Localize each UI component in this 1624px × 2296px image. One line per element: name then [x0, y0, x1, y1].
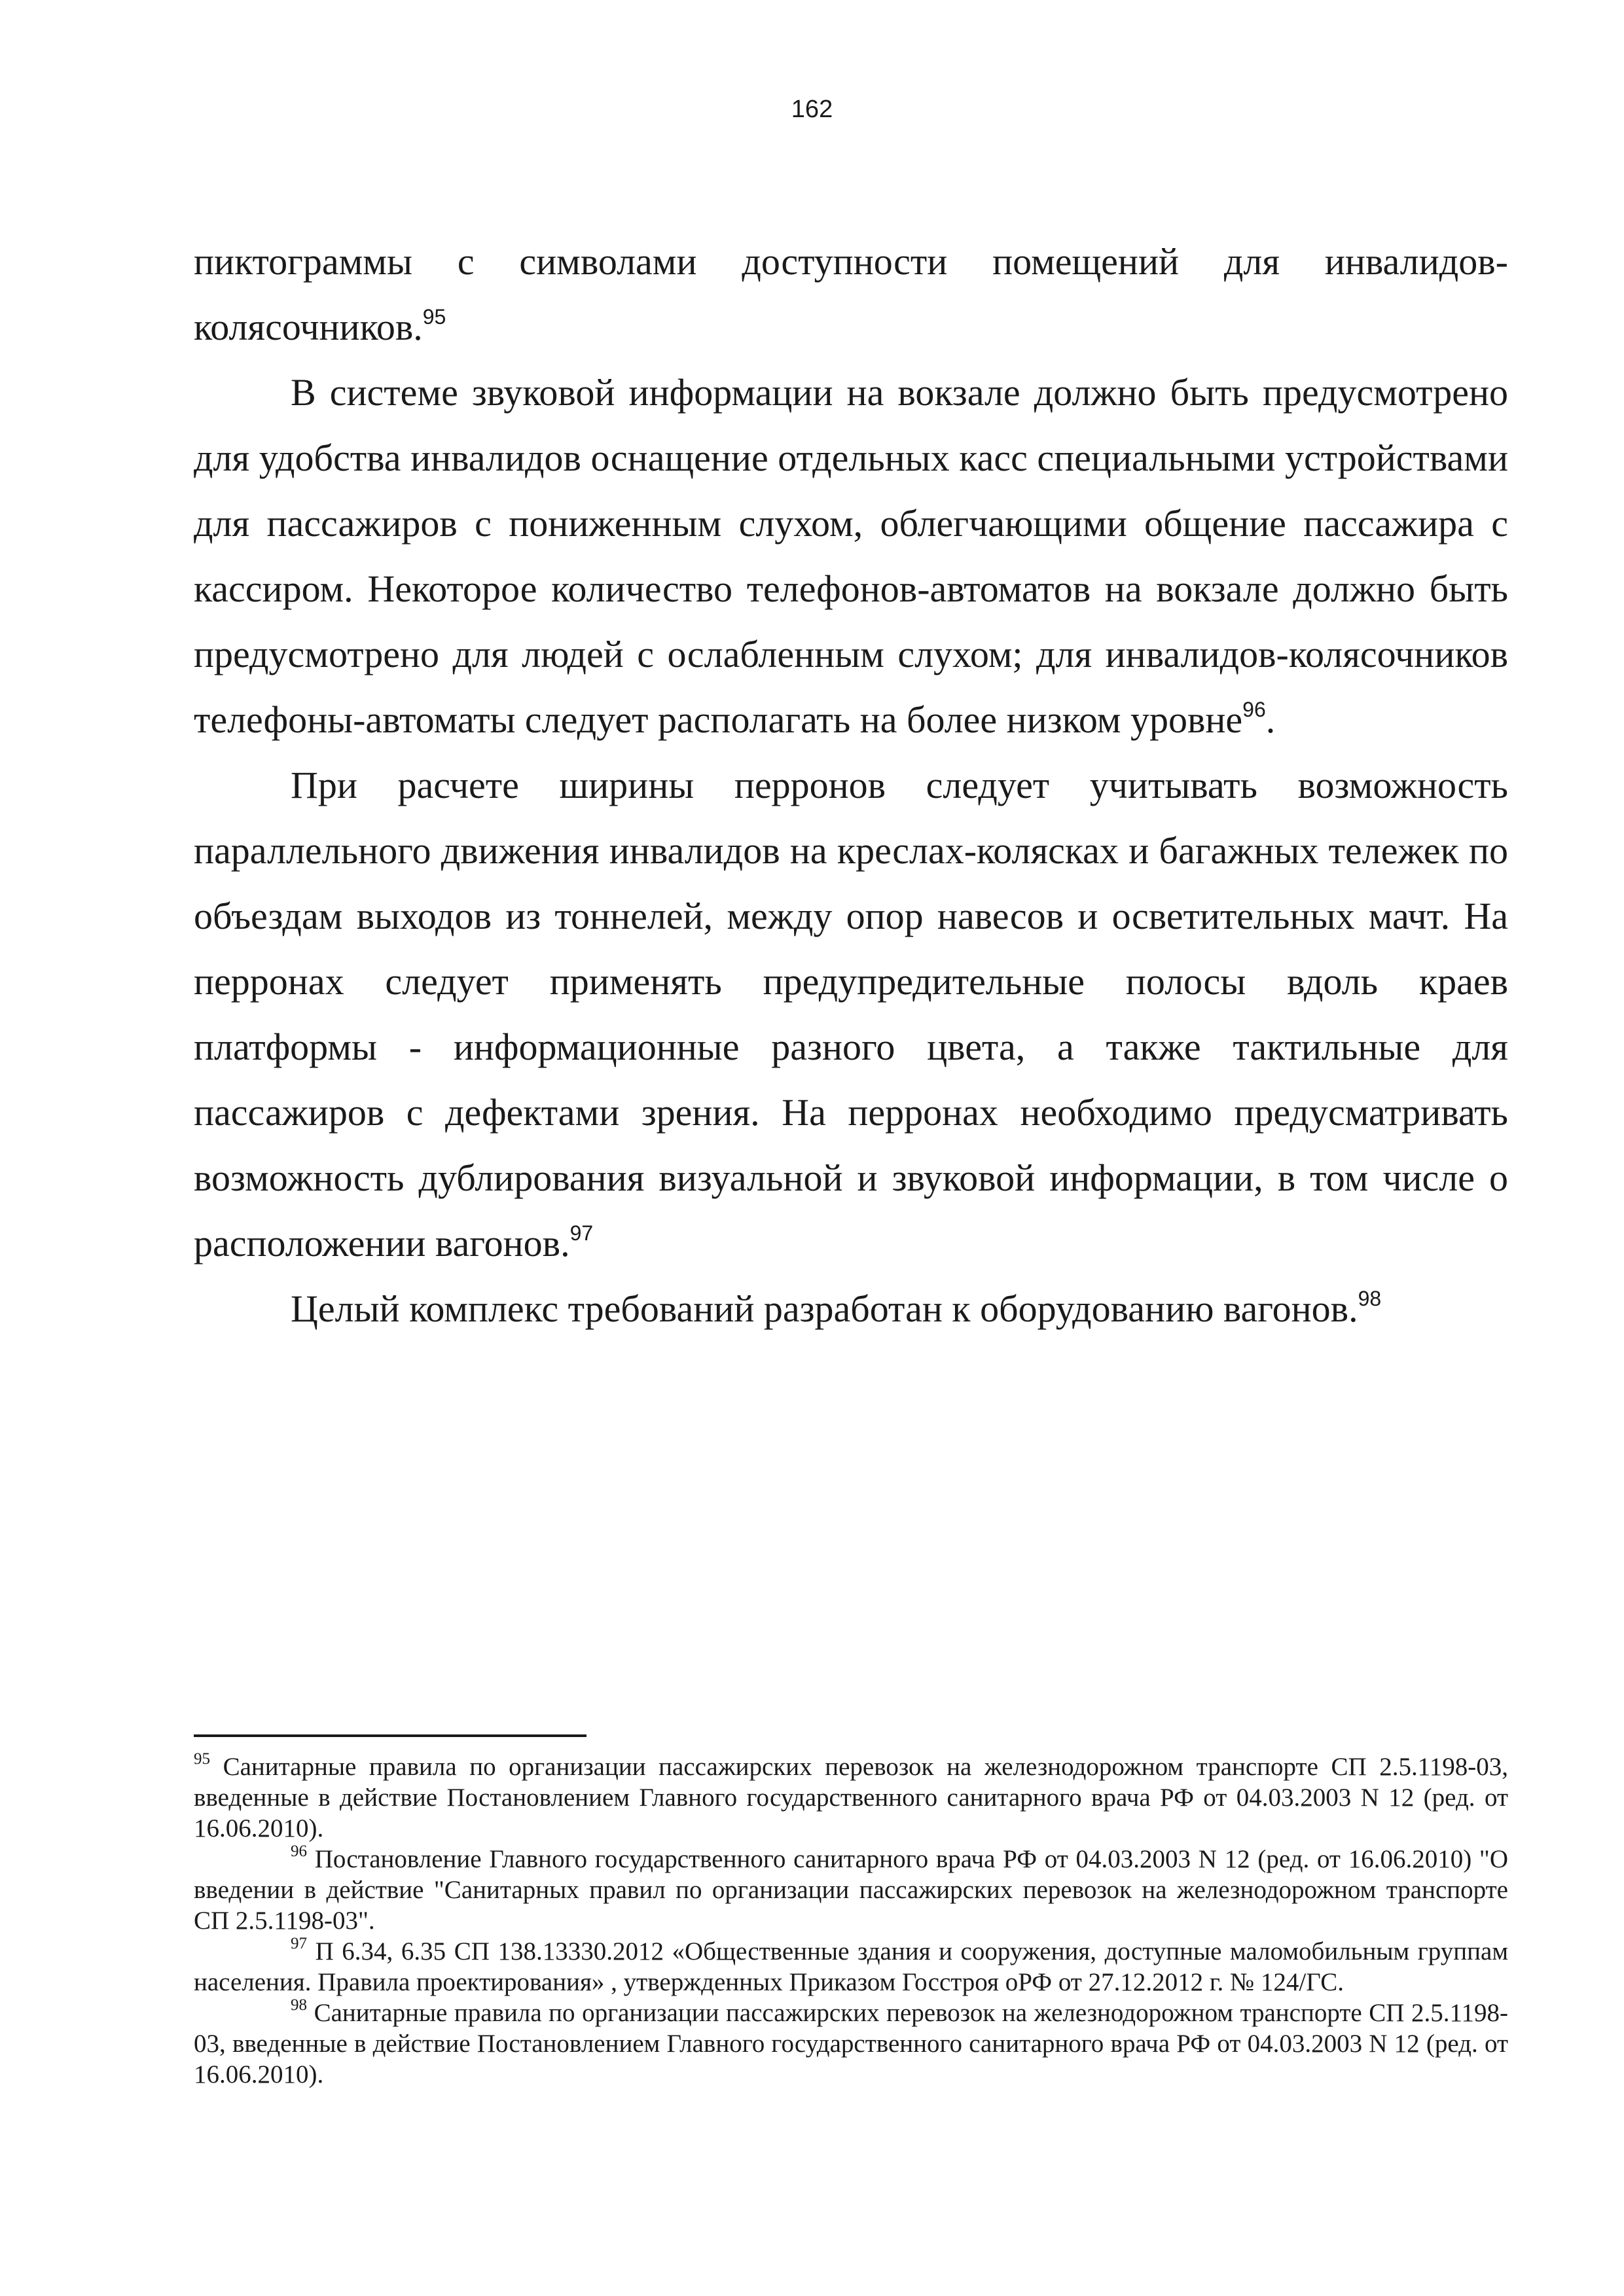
footnote-96	[194, 1844, 1508, 1936]
paragraph-continuation	[194, 229, 1508, 360]
footnote-ref-95: 95	[422, 305, 446, 329]
footnote-number: 96	[291, 1842, 307, 1860]
paragraph-text: пиктограммы с символами доступности помещений для инвалидов-колясочников.	[194, 240, 1508, 348]
footnote-text: Санитарные правила по организации пассажирских перевозок на железнодорожном транспорте СП 2.5.1198-03, введенные в действие Постановлением Главного государственного санитарного врача РФ от 04.03.2003 N 12 (ред. от 16.06.2010).	[194, 1753, 1509, 1842]
footnote-number: 95	[194, 1750, 210, 1768]
paragraph-text: Целый комплекс требований разработан к оборудованию вагонов.	[291, 1287, 1358, 1330]
footnote-number: 97	[291, 1935, 307, 1952]
footnotes	[194, 1751, 1508, 2090]
footnote-95	[194, 1751, 1508, 1844]
paragraph-text: В системе звуковой информации на вокзале должно быть предусмотрено для удобства инвалидов оснащение отдельных касс специальными устройствами для пассажиров с пониженным слухом, облегчающими общение пассажира с кассиром. Некоторое количество телефонов-автоматов на вокзале должно быть предусмотрено для людей с ослабленным слухом; для инвалидов-колясочников телефоны-автоматы следует располагать на более низком уровне	[194, 371, 1508, 741]
footnote-ref-96: 96	[1242, 698, 1266, 721]
footnote-ref-98: 98	[1358, 1287, 1382, 1310]
paragraph-text: При расчете ширины перронов следует учитывать возможность параллельного движения инвалидов на креслах-колясках и багажных тележек по объездам выходов из тоннелей, между опор навесов и осветительных мачт. На перронах следует применять предупредительные полосы вдоль краев платформы - информационные разного цвета, а также тактильные для пассажиров с дефектами зрения. На перронах необходимо предусматривать возможность дублирования визуальной и звуковой информации, в том числе о расположении вагонов.	[194, 764, 1508, 1265]
paragraph-text-tail: .	[1265, 698, 1276, 741]
footnote-ref-97: 97	[569, 1221, 594, 1245]
body-text	[194, 229, 1508, 1342]
paragraph-platforms	[194, 753, 1508, 1276]
footnote-text: Санитарные правила по организации пассажирских перевозок на железнодорожном транспорте СП 2.5.1198-03, введенные в действие Постановлением Главного государственного санитарного врача РФ от 04.03.2003 N 12 (ред. от 16.06.2010).	[194, 1999, 1509, 2089]
footnote-97	[194, 1936, 1508, 1998]
page-number: 162	[791, 96, 833, 123]
footnote-98	[194, 1998, 1508, 2090]
footnote-text: П 6.34, 6.35 СП 138.13330.2012 «Общественные здания и сооружения, доступные маломобильным группам населения. Правила проектирования» , утвержденных Приказом Госстроя оРФ от 27.12.2012 г. № 124/ГС.	[194, 1937, 1509, 1996]
footnote-text: Постановление Главного государственного санитарного врача РФ от 04.03.2003 N 12 (ред. от 16.06.2010) "О введении в действие "Санитарных правил по организации пассажирских перевозок на железнодорожном транспорте СП 2.5.1198-03".	[194, 1845, 1508, 1935]
footnote-divider	[194, 1734, 586, 1737]
paragraph-carriages	[194, 1276, 1508, 1342]
paragraph-audio-info	[194, 360, 1508, 753]
footnote-number: 98	[291, 1996, 307, 2014]
